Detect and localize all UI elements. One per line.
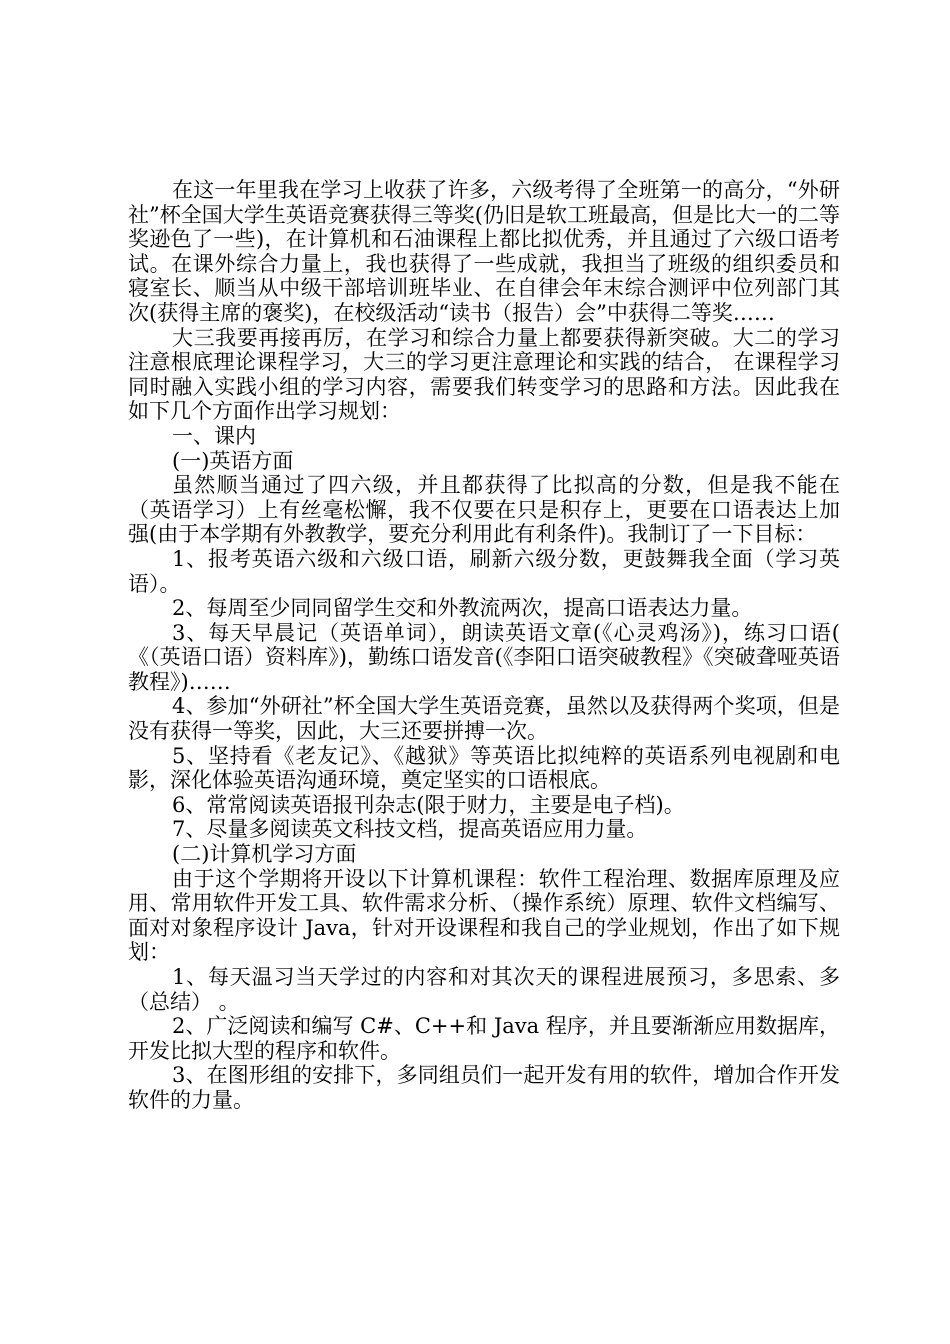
list-item-english-4: 4、参加“外研社”杯全国大学生英语竞赛，虽然以及获得两个奖项，但是没有获得一等奖，因此，大三还要拼搏一次。: [128, 694, 840, 744]
paragraph-computer-courses: 由于这个学期将开设以下计算机课程：软件工程治理、数据库原理及应用、常用软件开发工具、软件需求分析、（操作系统）原理、软件文档编写、面对对象程序设计 Java，针对开设课程和我自己的学业规划，作出了如下规划：: [128, 866, 840, 965]
list-item-english-1: 1、报考英语六级和六级口语，刷新六级分数，更鼓舞我全面（学习英语）。: [128, 546, 840, 596]
paragraph-junior-year-plan: 大三我要再接再厉，在学习和综合力量上都要获得新突破。大二的学习注意根底理论课程学习，大三的学习更注意理论和实践的结合， 在课程学习同时融入实践小组的学习内容，需要我们转变学习的思路和方法。因此我在如下几个方面作出学习规划：: [128, 325, 840, 424]
heading-in-class: 一、课内: [172, 423, 256, 448]
document-body: [128, 178, 840, 1113]
paragraph-english-goals: 虽然顺当通过了四六级，并且都获得了比拟高的分数，但是我不能在（英语学习）上有丝毫松懈，我不仅要在只是积存上，更要在口语表达上加强(由于本学期有外教教学，要充分利用此有利条件)。我制订了一下目标：: [128, 473, 840, 547]
heading-computer: (二)计算机学习方面: [172, 842, 357, 867]
list-item-english-7: 7、尽量多阅读英文科技文档，提高英语应用力量。: [172, 817, 648, 842]
list-item-computer-1: 1、每天温习当天学过的内容和对其次天的课程进展预习，多思索、多（总结） 。: [128, 965, 840, 1014]
heading-english: (一)英语方面: [172, 448, 294, 473]
list-item-computer-3: 3、在图形组的安排下，多同组员们一起开发有用的软件，增加合作开发软件的力量。: [128, 1063, 840, 1112]
list-item-english-3: 3、每天早晨记（英语单词），朗读英语文章(《心灵鸡汤》)，练习口语( 《（英语口语）资料库》)，勤练口语发音(《李阳口语突破教程》《突破聋哑英语教程》)……: [128, 620, 840, 694]
list-item-english-2: 2、每周至少同同留学生交和外教流两次，提高口语表达力量。: [172, 596, 753, 621]
list-item-english-6: 6、常常阅读英语报刊杂志(限于财力，主要是电子档)。: [172, 792, 685, 817]
list-item-computer-2: 2、广泛阅读和编写 C#、C++和 Java 程序，并且要渐渐应用数据库，开发比拟大型的程序和软件。: [128, 1014, 840, 1063]
list-item-english-5: 5、坚持看《老友记》、《越狱》等英语比拟纯粹的英语系列电视剧和电影，深化体验英语沟通环境，奠定坚实的口语根底。: [128, 743, 840, 793]
paragraph-study-achievements: 在这一年里我在学习上收获了许多，六级考得了全班第一的高分，“外研社”杯全国大学生英语竞赛获得三等奖(仍旧是软工班最高，但是比大一的二等奖逊色了一些)，在计算机和石油课程上都比拟优秀，并且通过了六级口语考试。在课外综合力量上，我也获得了一些成就，我担当了班级的组织委员和寝室长、顺当从中级干部培训班毕业、在自律会年末综合测评中位列部门其次(获得主席的褒奖)，在校级活动“读书（报告）会”中获得二等奖……: [128, 178, 840, 325]
